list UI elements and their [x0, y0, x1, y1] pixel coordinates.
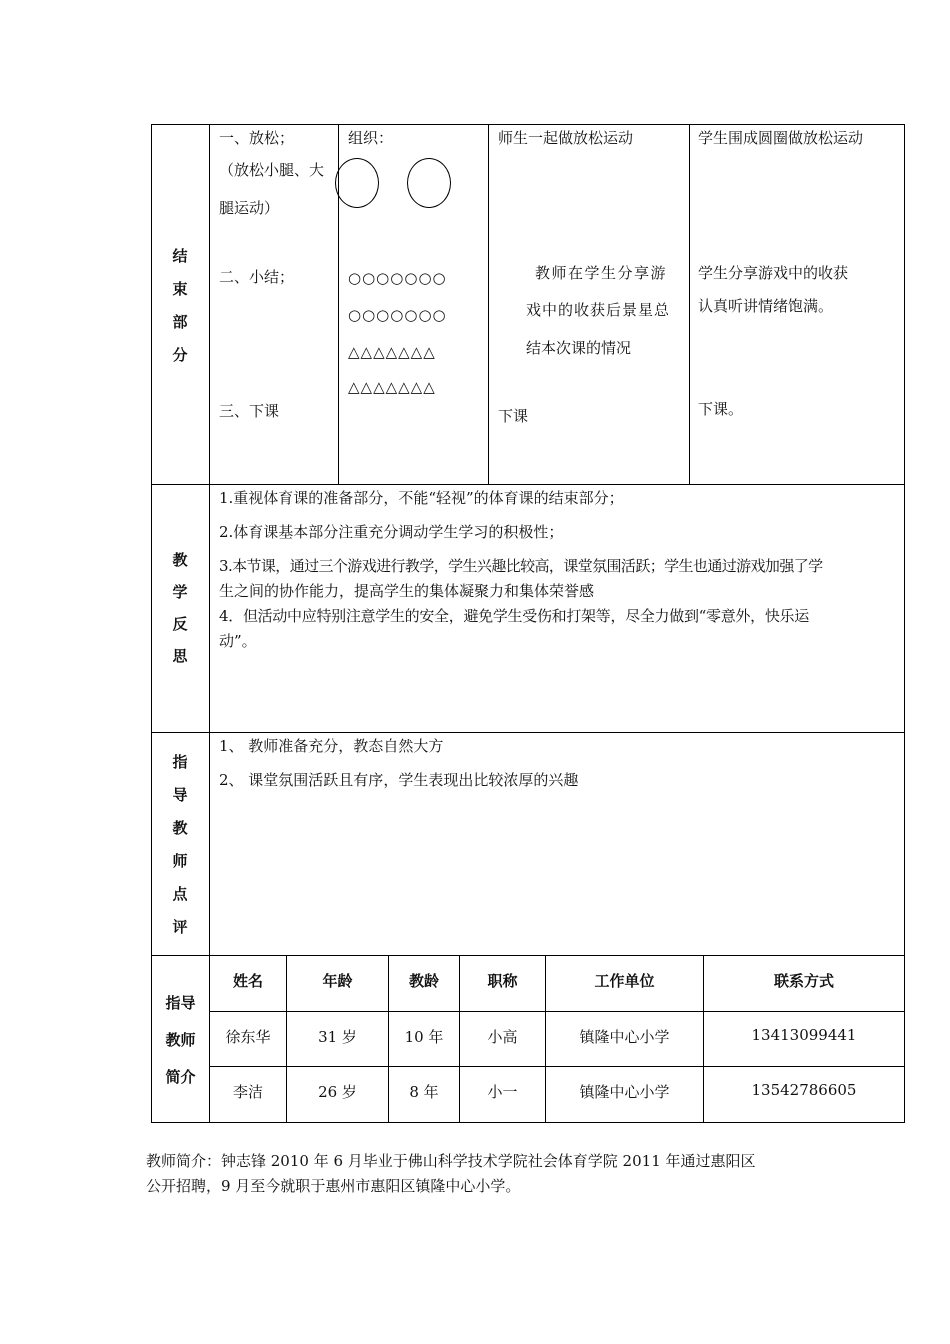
section-label-char: 指: [172, 753, 188, 771]
section-label-line: 简介: [165, 1068, 196, 1086]
table-cell: 31 岁: [318, 1028, 357, 1046]
section-label-char: 分: [172, 346, 188, 364]
section-label-char: 教: [172, 551, 188, 569]
review-item: 2、 课堂氛围活跃且有序，学生表现出比较浓厚的兴趣: [219, 771, 579, 789]
section-label-char: 束: [172, 280, 188, 298]
teacher-bio: 公开招聘，9 月至今就职于惠州市惠阳区镇隆中心小学。: [146, 1177, 521, 1195]
table-border: [151, 124, 152, 1122]
teacher-activity: 师生一起做放松运动: [498, 129, 634, 147]
section-label-char: 师: [172, 852, 188, 870]
teacher-bio: 教师简介：钟志锋 2010 年 6 月毕业于佛山科学技术学院社会体育学院 2011 年通过惠阳区: [146, 1152, 756, 1170]
organization-label: 组织：: [348, 129, 394, 147]
table-cell: 小一: [487, 1083, 518, 1101]
section-label-reflection: [170, 544, 190, 672]
formation-row: △△△△△△△: [348, 343, 436, 361]
col-header-contact: 联系方式: [773, 972, 834, 990]
col-header-age: 年龄: [322, 972, 353, 990]
formation-row: ○○○○○○○: [348, 269, 447, 287]
col-header-name: 姓名: [232, 972, 263, 990]
dismiss-title: 三、下课: [219, 402, 280, 420]
section-label-ending: [170, 240, 190, 372]
table-cell: 镇隆中心小学: [579, 1028, 670, 1046]
review-item: 1、 教师准备充分，教态自然大方: [219, 737, 444, 755]
student-activity: 学生分享游戏中的收获: [698, 264, 849, 282]
table-border: [151, 732, 905, 733]
summary-title: 二、小结；: [219, 268, 295, 286]
table-border: [209, 1066, 905, 1067]
section-label-line: 教师: [165, 1031, 196, 1049]
table-cell: 小高: [487, 1028, 518, 1046]
table-cell: 8 年: [409, 1083, 439, 1101]
reflection-item: 2.体育课基本部分注重充分调动学生学习的积极性；: [219, 523, 564, 541]
table-border: [151, 124, 905, 125]
col-header-title: 职称: [487, 972, 518, 990]
section-label-mentor-intro: [152, 985, 209, 1096]
reflection-item: 4．但活动中应特别注意学生的安全，避免学生受伤和打架等，尽全力做到“零意外，快乐运: [219, 607, 809, 625]
table-border: [151, 955, 905, 956]
student-dismiss: 下课。: [698, 400, 744, 418]
formation-circle: [335, 158, 379, 208]
teacher-summary: 戏中的收获后景星总: [526, 301, 671, 319]
formation-row: ○○○○○○○: [348, 306, 447, 324]
formation-row: △△△△△△△: [348, 378, 436, 396]
section-label-char: 反: [172, 615, 188, 633]
section-label-char: 导: [172, 786, 188, 804]
table-cell: 镇隆中心小学: [579, 1083, 670, 1101]
table-border: [904, 124, 905, 1122]
section-label-char: 学: [172, 583, 188, 601]
table-border: [488, 124, 489, 484]
table-border: [689, 124, 690, 484]
table-cell: 徐东华: [225, 1028, 271, 1046]
table-cell: 李洁: [232, 1083, 263, 1101]
student-activity: 认真听讲情绪饱满。: [698, 297, 834, 315]
reflection-item: 3.本节课，通过三个游戏进行教学，学生兴趣比较高，课堂氛围活跃；学生也通过游戏加强了学: [219, 557, 823, 575]
table-border: [151, 484, 905, 485]
table-cell: 10 年: [404, 1028, 444, 1046]
reflection-item: 生之间的协作能力，提高学生的集体凝聚力和集体荣誉感: [219, 582, 595, 600]
relax-title: 一、放松；: [219, 129, 295, 147]
table-cell: 26 岁: [318, 1083, 357, 1101]
section-label-char: 教: [172, 819, 188, 837]
reflection-item: 动”。: [219, 632, 257, 650]
table-border: [209, 1011, 905, 1012]
col-header-workplace: 工作单位: [594, 972, 655, 990]
section-label-char: 评: [172, 918, 188, 936]
relax-detail: （放松小腿、大: [219, 161, 325, 179]
teacher-dismiss: 下课: [498, 407, 529, 425]
teacher-summary: 结本次课的情况: [526, 339, 632, 357]
section-label-char: 结: [172, 247, 188, 265]
student-activity: 学生围成圆圈做放松运动: [698, 129, 864, 147]
table-cell: 13542786605: [751, 1081, 857, 1099]
teacher-summary: 教师在学生分享游: [535, 264, 668, 282]
reflection-item: 1.重视体育课的准备部分，不能“轻视”的体育课的结束部分；: [219, 489, 624, 507]
section-label-char: 部: [172, 313, 188, 331]
section-label-char: 点: [172, 885, 188, 903]
relax-detail: 腿运动）: [219, 199, 280, 217]
table-border: [151, 1122, 905, 1123]
formation-circle: [407, 158, 451, 208]
section-label-char: 思: [172, 647, 188, 665]
col-header-teaching-years: 教龄: [408, 972, 439, 990]
table-cell: 13413099441: [751, 1026, 857, 1044]
section-label-review: [170, 746, 190, 944]
section-label-line: 指导: [165, 994, 196, 1012]
